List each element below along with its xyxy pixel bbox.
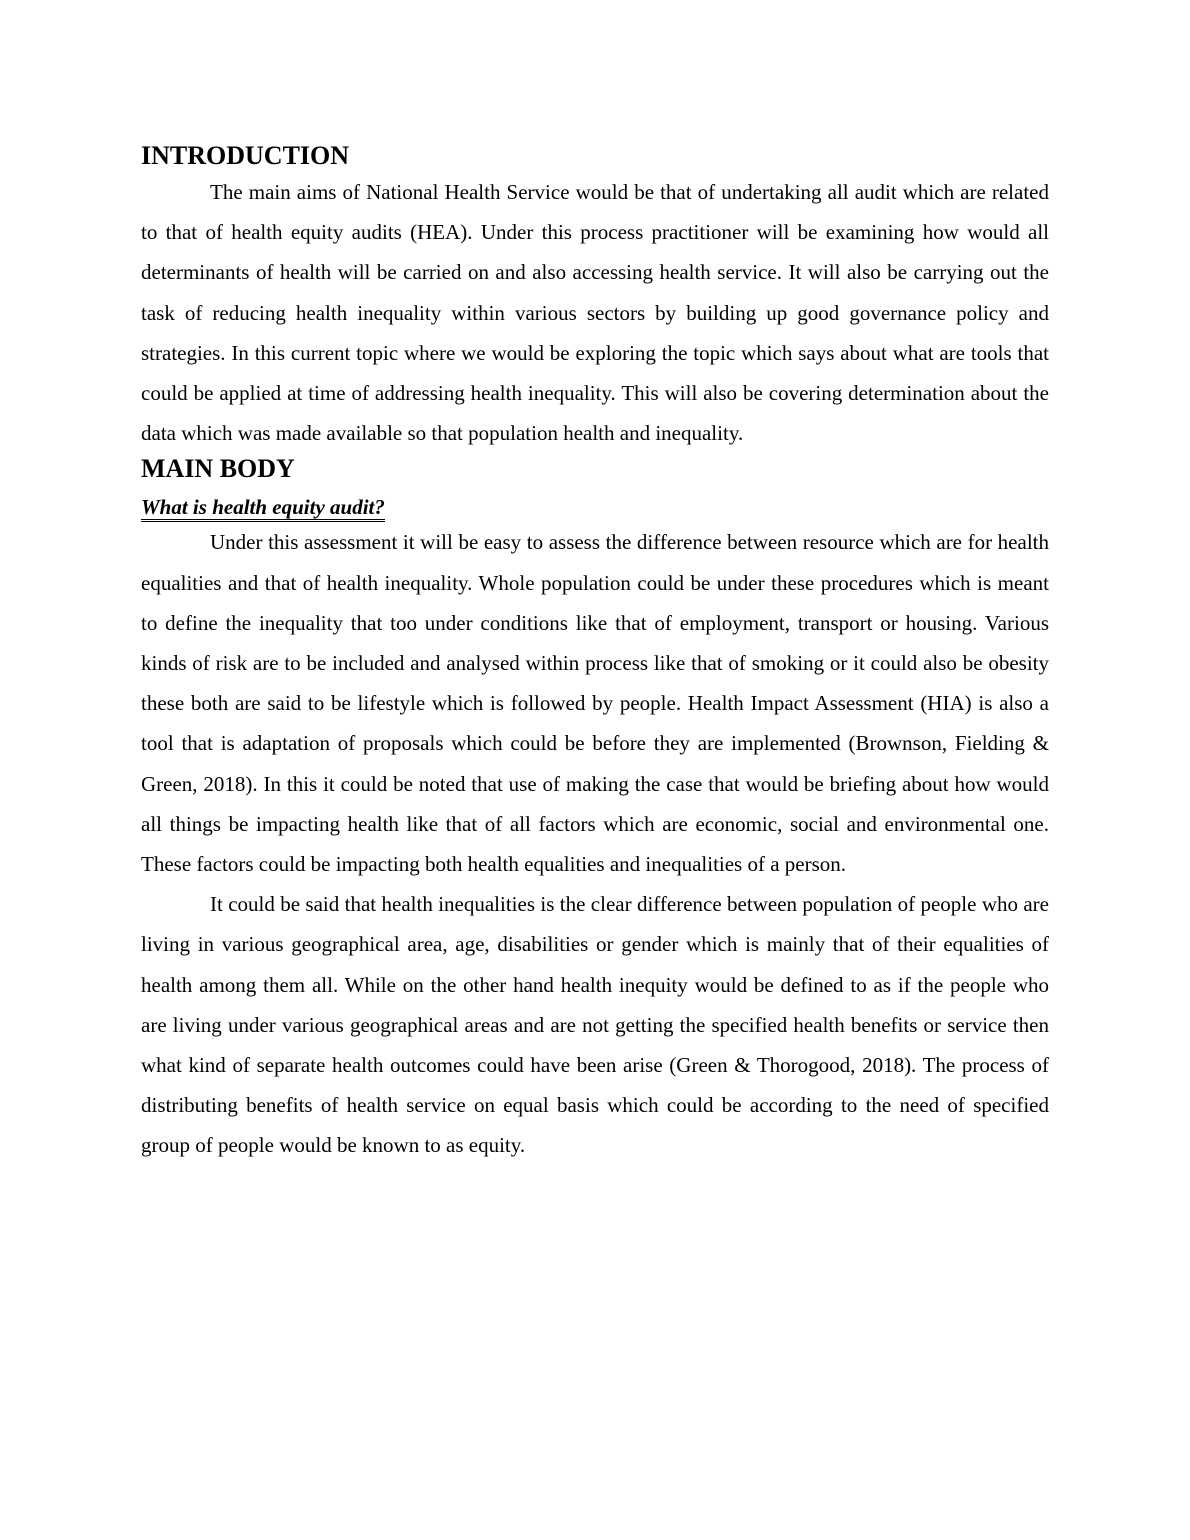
document-page [141,140,1049,1166]
subheading-wrapper [141,485,1049,522]
health-equity-audit-subheading: What is health equity audit? [141,495,385,522]
main-body-paragraph-1: Under this assessment it will be easy to assess the difference between resource which are for health equalities and that of health inequality. Whole population could be under these procedures which is meant to define the inequality that too under conditions like that of employment, transport or housing. Various kinds of risk are to be included and analysed within process like that of smoking or it could also be obesity these both are said to be lifestyle which is followed by people. Health Impact Assessment (HIA) is also a tool that is adaptation of proposals which could be before they are implemented (Brownson, Fielding & Green, 2018). In this it could be noted that use of making the case that would be briefing about how would all things be impacting health like that of all factors which are economic, social and environmental one. These factors could be impacting both health equalities and inequalities of a person. [141,530,1049,877]
introduction-paragraph: The main aims of National Health Service would be that of undertaking all audit which are related to that of health equity audits (HEA). Under this process practitioner will be examining how would all determinants of health will be carried on and also accessing health service. It will also be carrying out the task of reducing health inequality within various sectors by building up good governance policy and strategies. In this current topic where we would be exploring the topic which says about what are tools that could be applied at time of addressing health inequality. This will also be covering determination about the data which was made available so that population health and inequality. [141,180,1049,446]
main-body-paragraph-2: It could be said that health inequalities is the clear difference between population of people who are living in various geographical area, age, disabilities or gender which is mainly that of their equalities of health among them all. While on the other hand health inequity would be defined to as if the people who are living under various geographical areas and are not getting the specified health benefits or service then what kind of separate health outcomes could have been arise (Green & Thorogood, 2018). The process of distributing benefits of health service on equal basis which could be according to the need of specified group of people would be known to as equity. [141,892,1049,1158]
introduction-heading: INTRODUCTION [141,141,350,170]
main-body-heading: MAIN BODY [141,454,295,484]
